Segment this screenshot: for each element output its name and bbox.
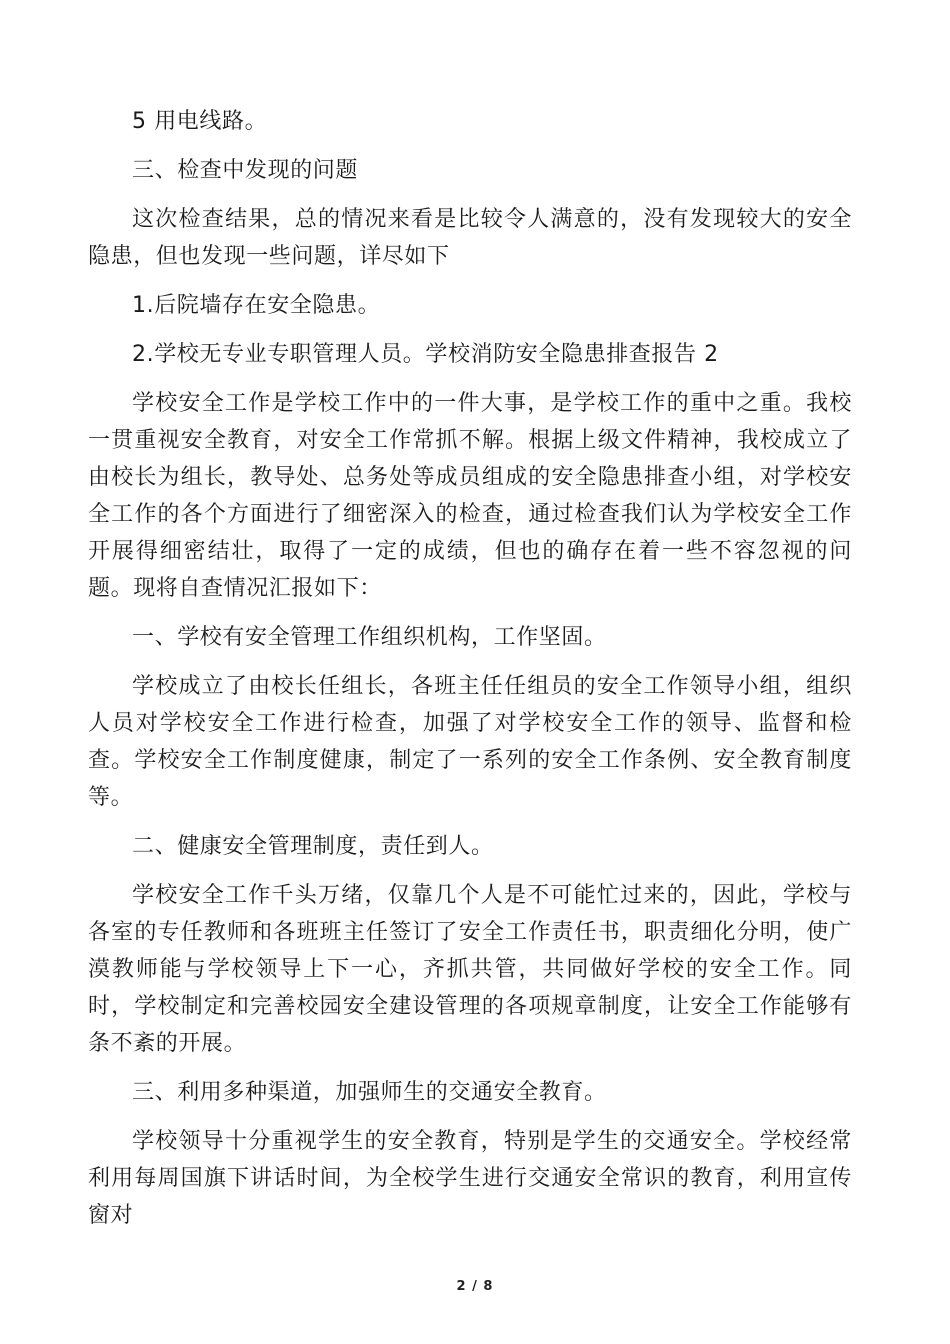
paragraph-responsibility: 学校安全工作千头万绪，仅靠几个人是不可能忙过来的，因此，学校与各室的专任教师和各班班主任签订了安全工作责任书，职责细化分明，使广漠教师能与学校领导上下一心，齐抓共管，共同做好学校的安全工作。同时，学校制定和完善校园安全建设管理的各项规章制度，让安全工作能够有条不紊的开展。: [88, 883, 852, 1056]
paragraph-intro: 学校安全工作是学校工作中的一件大事，是学校工作的重中之重。我校一贯重视安全教育，对安全工作常抓不解。根据上级文件精神，我校成立了由校长为组长，教导处、总务处等成员组成的安全隐患排查小组，对学校安全工作的各个方面进行了细密深入的检查，通过检查我们认为学校安全工作开展得细密结壮，取得了一定的成绩，但也的确存在着一些不容忽视的问题。现将自查情况汇报如下：: [88, 391, 852, 601]
section-heading-problems: 三、检查中发现的问题: [132, 158, 359, 183]
document-body: [88, 103, 852, 1234]
list-item-1: 1.后院墙存在安全隐患。: [132, 293, 381, 318]
paragraph-item-5: 5 用电线路。: [132, 109, 268, 134]
page-number: 2 / 8: [456, 1279, 494, 1294]
paragraph-organization: 学校成立了由校长任组长，各班主任任组员的安全工作领导小组，组织人员对学校安全工作进行检查，加强了对学校安全工作的领导、监督和检查。学校安全工作制度健康，制定了一系列的安全工作条例、安全教育制度等。: [88, 674, 852, 810]
paragraph-traffic-education: 学校领导十分重视学生的安全教育，特别是学生的交通安全。学校经常利用每周国旗下讲话时间，为全校学生进行交通安全常识的教育，利用宣传窗对: [88, 1129, 852, 1228]
section-heading-two: 二、健康安全管理制度，责任到人。: [132, 834, 494, 859]
section-heading-three: 三、利用多种渠道，加强师生的交通安全教育。: [132, 1080, 607, 1105]
section-heading-one: 一、学校有安全管理工作组织机构，工作坚固。: [132, 625, 607, 650]
list-item-2: 2.学校无专业专职管理人员。学校消防安全隐患排查报告 2: [132, 342, 719, 367]
paragraph-results: 这次检查结果，总的情况来看是比较令人满意的，没有发现较大的安全隐患，但也发现一些问题，详尽如下: [88, 207, 852, 269]
